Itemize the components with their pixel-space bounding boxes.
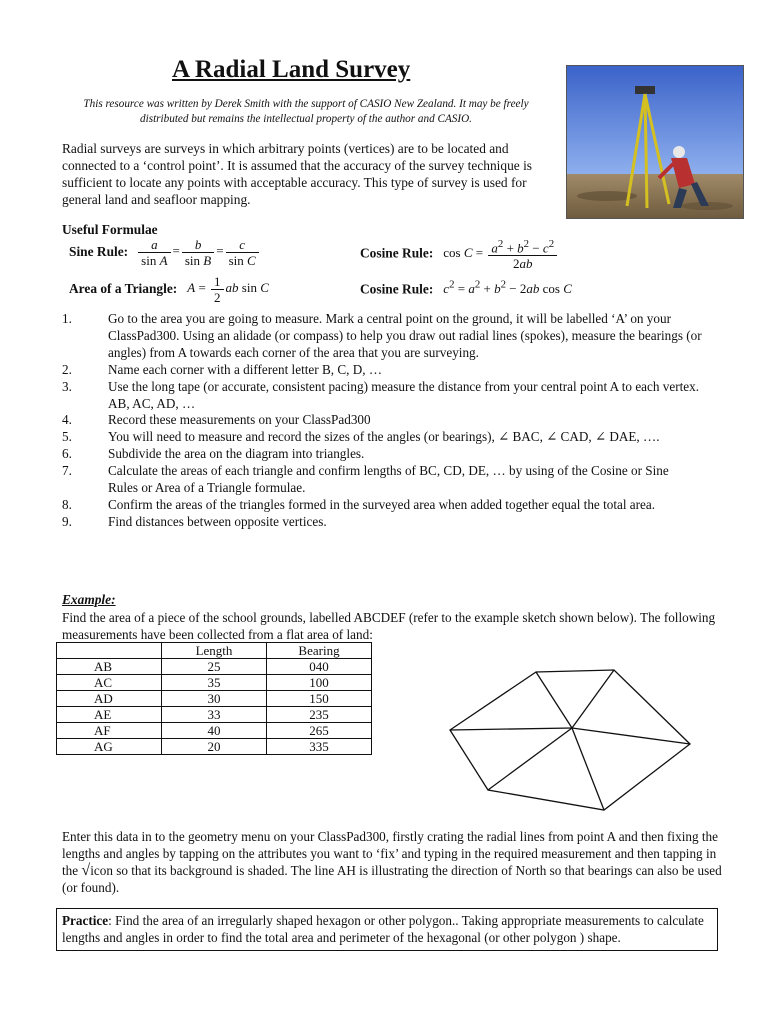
area-label: Area of a Triangle: [69,280,178,296]
cosine-rule-fraction [360,237,559,271]
radial-line [536,672,572,728]
list-item: 7. Calculate the areas of each triangle and confirm lengths of BC, CD, DE, … by using of the Cosine or Sine Rules or Area of a Triangle formulae. [62,463,669,496]
table-header-row [57,643,372,659]
formulae-heading: Useful Formulae [62,222,158,237]
list-item: 1. Go to the area you are going to measure. Mark a central point on the ground, it will be labelled ‘A’ on your ClassPad300. Using an alidade (or compass) to help you draw out radial lines (spokes), measure the bearings (or angles) from A towards each corner of the area that you are surveying. [62,311,702,360]
steps-list [62,311,702,531]
practice-box [56,908,718,951]
surveyor-photo [566,65,744,219]
list-item: 8. Confirm the areas of the triangles formed in the surveyed area when added together equal the total area. [62,496,656,512]
cosine-rule-label: Cosine Rule: [360,245,434,261]
cosine-rule-label-2: Cosine Rule: [360,281,434,297]
list-item: 3. Use the long tape (or accurate, consistent pacing) measure the distance from your central point A to each vertex. AB, AC, AD, … [62,378,700,411]
cosine-rule-formula: cos C = $\frac{a^2 + b^2 - c^2}{2ab}$ [443,245,559,260]
table-row: AB 25 040 [57,659,372,675]
table-row: AD 30 150 [57,691,372,707]
table-row: AF 40 265 [57,723,372,739]
intro-paragraph: Radial surveys are surveys in which arbitrary points (vertices) are to be located and connected to a ‘control point’. It is assumed that the accuracy of the survey technique is sufficient to locate any points with acceptable accuracy. This type of survey is used for general land and seafloor mapping. [62,141,532,207]
list-item: 6. Subdivide the area on the diagram into triangles. [62,446,365,462]
example-heading: Example: [62,592,116,607]
sine-rule [69,237,261,268]
area-formula [69,274,269,305]
cosine-rule-expanded [360,279,572,298]
radial-line [488,728,572,790]
example-paragraph: Find the area of a piece of the school grounds, labelled ABCDEF (refer to the example sketch shown below). The following measurements have been collected from a flat area of land: [62,610,716,642]
list-item: 4. Record these measurements on your ClassPad300 [62,412,371,428]
practice-text: : Find the area of an irregularly shaped hexagon or other polygon.. Taking appropriate measurements to calculate lengths and angles in order to find the total area and perimeter of the hexagonal (or other polygon ) shape. [62,913,704,945]
table-header-cell: Bearing [267,643,372,659]
sine-rule-label: Sine Rule: [69,243,129,259]
cosine-rule-formula-2: $c^2 = a^2 + b^2 - 2ab$ cos C [443,279,572,297]
table-header-cell [57,643,162,659]
measurements-table [56,642,372,755]
sqrt-icon: √ [81,862,91,879]
radial-line [450,728,572,730]
page-title: A Radial Land Survey [172,56,411,83]
radial-line [572,728,690,744]
list-item: 5. You will need to measure and record the sizes of the angles (or bearings), ∠ BAC, ∠ CAD, ∠ DAE, …. [62,429,660,445]
credit-note: This resource was written by Derek Smith with the support of CASIO New Zealand. It may be freely distributed but remains the intellectual property of the author and CASIO. [83,98,529,125]
list-item: 2. Name each corner with a different letter B, C, D, … [62,361,383,377]
survey-sketch [440,660,696,820]
sine-rule-formula: $\frac{a}{\text{sin A}}$ = $\frac{b}{\text{sin B}}$ = $\frac{c}{\text{sin C}}$ [136,243,261,258]
table-row: AE 33 235 [57,707,372,723]
table-row: AG 20 335 [57,739,372,755]
table-row: AC 35 100 [57,675,372,691]
practice-label: Practice [62,913,109,928]
table-header-cell: Length [162,643,267,659]
list-item: 9. Find distances between opposite vertices. [62,513,327,529]
radial-line [572,670,614,728]
hexagon-outline [450,670,690,810]
radial-line [572,728,604,810]
instructions-paragraph: Enter this data in to the geometry menu on your ClassPad300, firstly crating the radial lines from point A and then fixing the lengths and angles by tapping on the attributes you want to ‘fix’ and typing in the required measurement and then tapping in the √icon so that its background is shaded. The line AH is illustrating the direction of North so that bearings can also be used (or found). [62,829,722,895]
area-formula-expression: A = $\frac{1}{2}$ ab sin C [187,274,269,305]
